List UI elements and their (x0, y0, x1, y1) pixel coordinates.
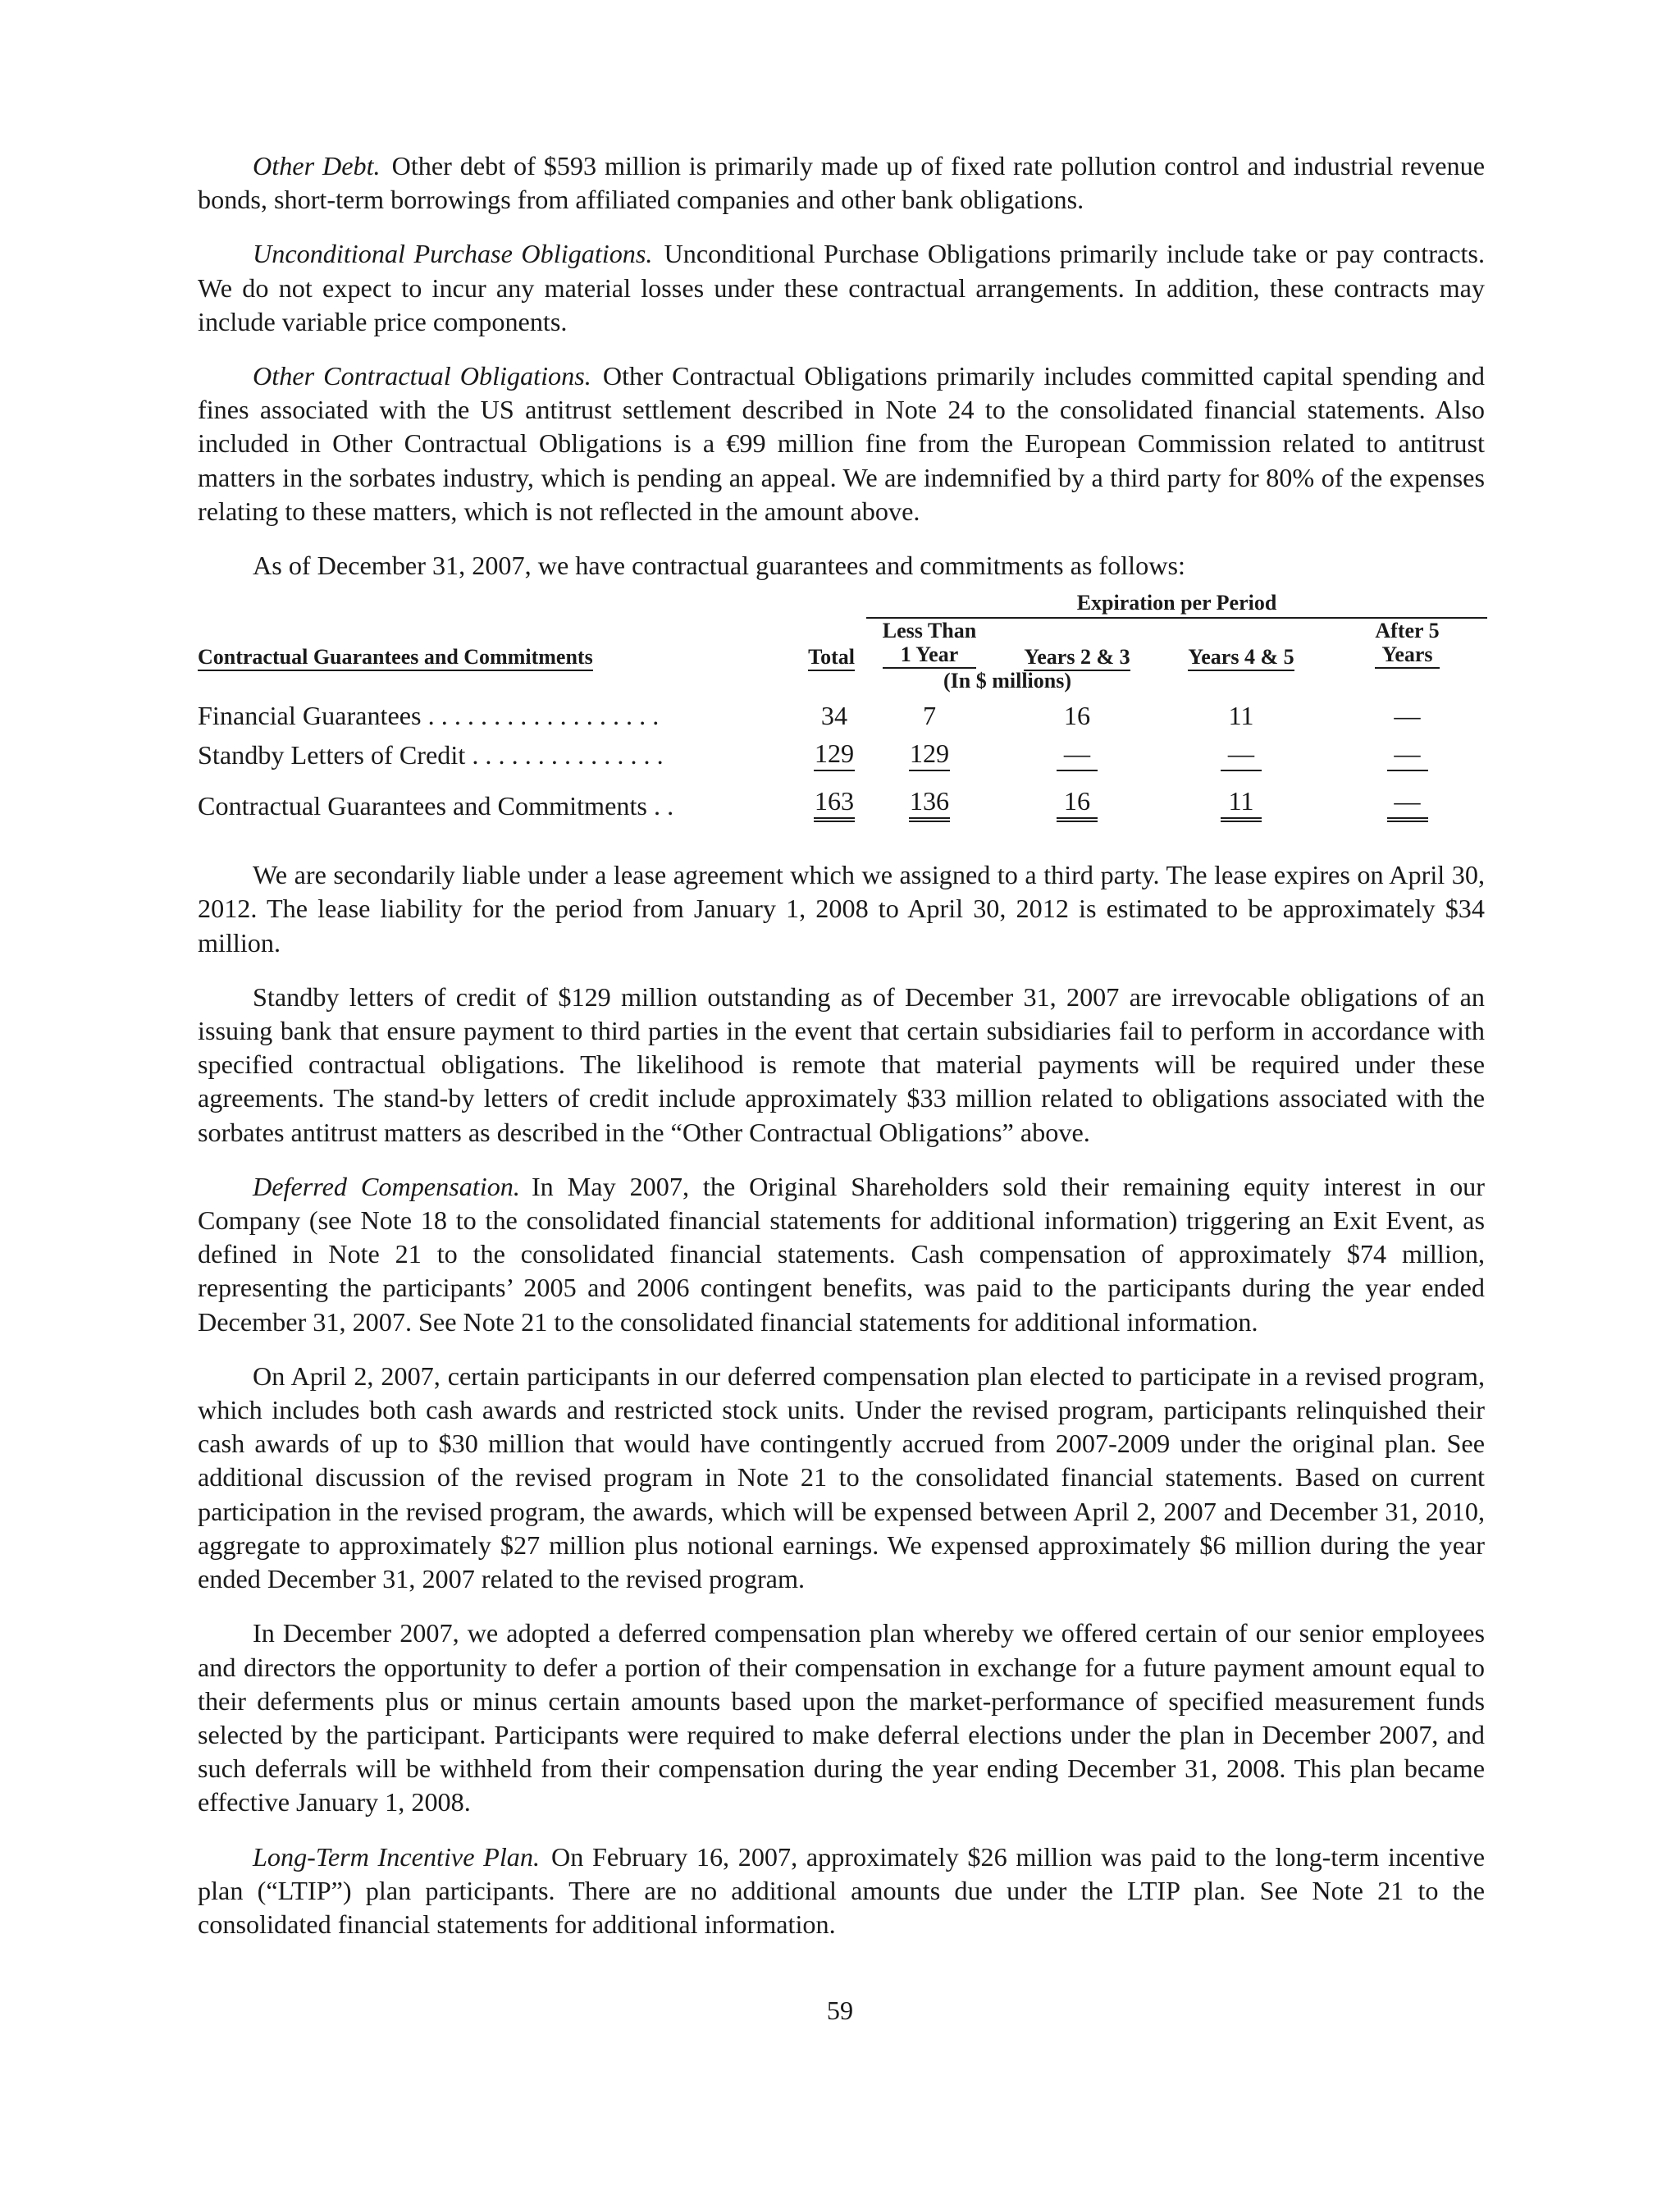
cell-total: 129 (814, 737, 855, 771)
cell-after-5-years: — (1387, 784, 1428, 822)
cell-less-than-1-year: 7 (922, 701, 937, 731)
heading-unconditional-purchase: Unconditional Purchase Obligations. (253, 239, 653, 269)
heading-ltip: Long-Term Incentive Plan. (253, 1841, 540, 1872)
cell-years-4-5: 11 (1228, 701, 1254, 731)
table-group-header-row (198, 591, 1487, 619)
cell-total: 163 (814, 784, 855, 822)
paragraph-deferred-compensation (198, 1170, 1485, 1339)
paragraph-april-2007: On April 2, 2007, certain participants in our deferred compensation plan elected to participate in a revised program, which includes both cash awards and restricted stock units. Under the revised program, participants relinquished their cash awards of up to $30 million that would have contingently accrued from 2007-2009 under the original plan. See additional discussion of the revised program in Note 21 to the consolidated financial statements. Based on current participation in the revised program, the awards, which will be expensed between April 2, 2007 and December 31, 2010, aggregate to approximately $27 million plus notional earnings. We expensed approximately $6 million during the year ended December 31, 2007 related to the revised program. (198, 1360, 1485, 1594)
table-column-header-row (198, 619, 1487, 669)
text-deferred-compensation: In May 2007, the Original Shareholders sold their remaining equity interest in our Company (see Note 18 to the consolidated financial statements for additional information) triggering an Exit Event, as defined in Note 21 to the consolidated financial statements. Cash compensation of approximately $74 million, representing the participants’ 2005 and 2006 contingent benefits, was paid to the participants during the year ended December 31, 2007. See Note 21 to the consolidated financial statements for additional information. (198, 1171, 1485, 1337)
paragraph-other-contractual (198, 359, 1485, 528)
row-label: Financial Guarantees . . . . . . . . . . . . . . . . . . (198, 701, 660, 731)
table-units-row (198, 669, 1487, 693)
cell-years-2-3: — (1057, 737, 1098, 771)
paragraph-ltip (198, 1840, 1485, 1942)
col-header-years-4-5: Years 4 & 5 (1155, 619, 1327, 669)
paragraph-unconditional-purchase (198, 237, 1485, 339)
text-other-debt: Other debt of $593 million is primarily made up of fixed rate pollution control and industrial revenue bonds, short-term borrowings from affiliated companies and other bank obligations. (198, 151, 1485, 215)
cell-after-5-years: — (1387, 737, 1428, 771)
heading-other-debt: Other Debt. (253, 151, 381, 181)
row-label: Contractual Guarantees and Commitments . . (198, 791, 674, 821)
col-header-less-than-1-year: Less Than 1 Year (860, 619, 999, 669)
cell-years-4-5: 11 (1221, 784, 1262, 822)
table-row-financial-guarantees (198, 693, 1487, 732)
col-header-description: Contractual Guarantees and Commitments (198, 619, 764, 669)
text-unconditional-purchase: Unconditional Purchase Obligations primarily include take or pay contracts. We do not expect to incur any material losses under these contractual arrangements. In addition, these contracts may include variable price components. (198, 239, 1486, 336)
cell-after-5-years: — (1394, 701, 1421, 731)
table-row-total (198, 771, 1487, 827)
col-header-years-2-3: Years 2 & 3 (999, 619, 1155, 669)
cell-years-2-3: 16 (1063, 701, 1091, 731)
cell-years-4-5: — (1221, 737, 1262, 771)
paragraph-lease: We are secondarily liable under a lease agreement which we assigned to a third party. The lease expires on April 30, 2012. The lease liability for the period from January 1, 2008 to April 30, 2012 is estimated to be approximately $34 million. (198, 860, 1485, 958)
table-row-standby-letters (198, 732, 1487, 771)
heading-other-contractual: Other Contractual Obligations. (253, 361, 591, 391)
row-label: Standby Letters of Credit . . . . . . . . . . . . . . . (198, 740, 664, 770)
units-label: (In $ millions) (943, 669, 1072, 693)
paragraph-december-2007: In December 2007, we adopted a deferred compensation plan whereby we offered certain of our senior employees and directors the opportunity to defer a portion of their compensation in exchange for a future payment amount equal to their deferments plus or minus certain amounts based upon the market-performance of specified measurement funds selected by the participant. Participants were required to make deferral elections under the plan in December 2007, and such deferrals will be withheld from their compensation during the year ending December 31, 2008. This plan became effective January 1, 2008. (198, 1618, 1485, 1817)
cell-less-than-1-year: 136 (909, 784, 950, 822)
expiration-per-period-header: Expiration per Period (860, 591, 1487, 619)
text-ltip: On February 16, 2007, approximately $26 million was paid to the long-term incentive plan (“LTIP”) plan participants. There are no additional amounts due under the LTIP plan. See Note 21 to the consolidated financial statements for additional information. (198, 1841, 1485, 1939)
paragraph-other-debt (198, 149, 1485, 217)
col-header-after-5-years: After 5 Years (1327, 619, 1487, 669)
paragraph-table-intro: As of December 31, 2007, we have contractual guarantees and commitments as follows: (253, 551, 1185, 581)
paragraph-standby-letters: Standby letters of credit of $129 million outstanding as of December 31, 2007 are irrevocable obligations of an issuing bank that ensure payment to third parties in the event that certain subsidiaries fail to perform in accordance with specified contractual obligations. The likelihood is remote that material payments will be required under these agreements. The stand-by letters of credit include approximately $33 million related to obligations associated with the sorbates antitrust matters as described in the “Other Contractual Obligations” above. (198, 981, 1485, 1147)
cell-total: 34 (820, 701, 848, 731)
cell-less-than-1-year: 129 (909, 737, 950, 771)
text-other-contractual: Other Contractual Obligations primarily includes committed capital spending and fines associated with the US antitrust settlement described in Note 24 to the consolidated financial statements. Also included in Other Contractual Obligations is a €99 million fine from the European Commission related to antitrust matters in the sorbates industry, which is pending an appeal. We are indemnified by a third party for 80% of the expenses relating to these matters, which is not reflected in the amount above. (198, 361, 1486, 526)
guarantees-table (198, 591, 1487, 827)
col-header-total: Total (764, 619, 860, 669)
cell-years-2-3: 16 (1057, 784, 1098, 822)
heading-deferred-compensation: Deferred Compensation. (253, 1171, 520, 1201)
page-number: 59 (826, 1996, 854, 2025)
